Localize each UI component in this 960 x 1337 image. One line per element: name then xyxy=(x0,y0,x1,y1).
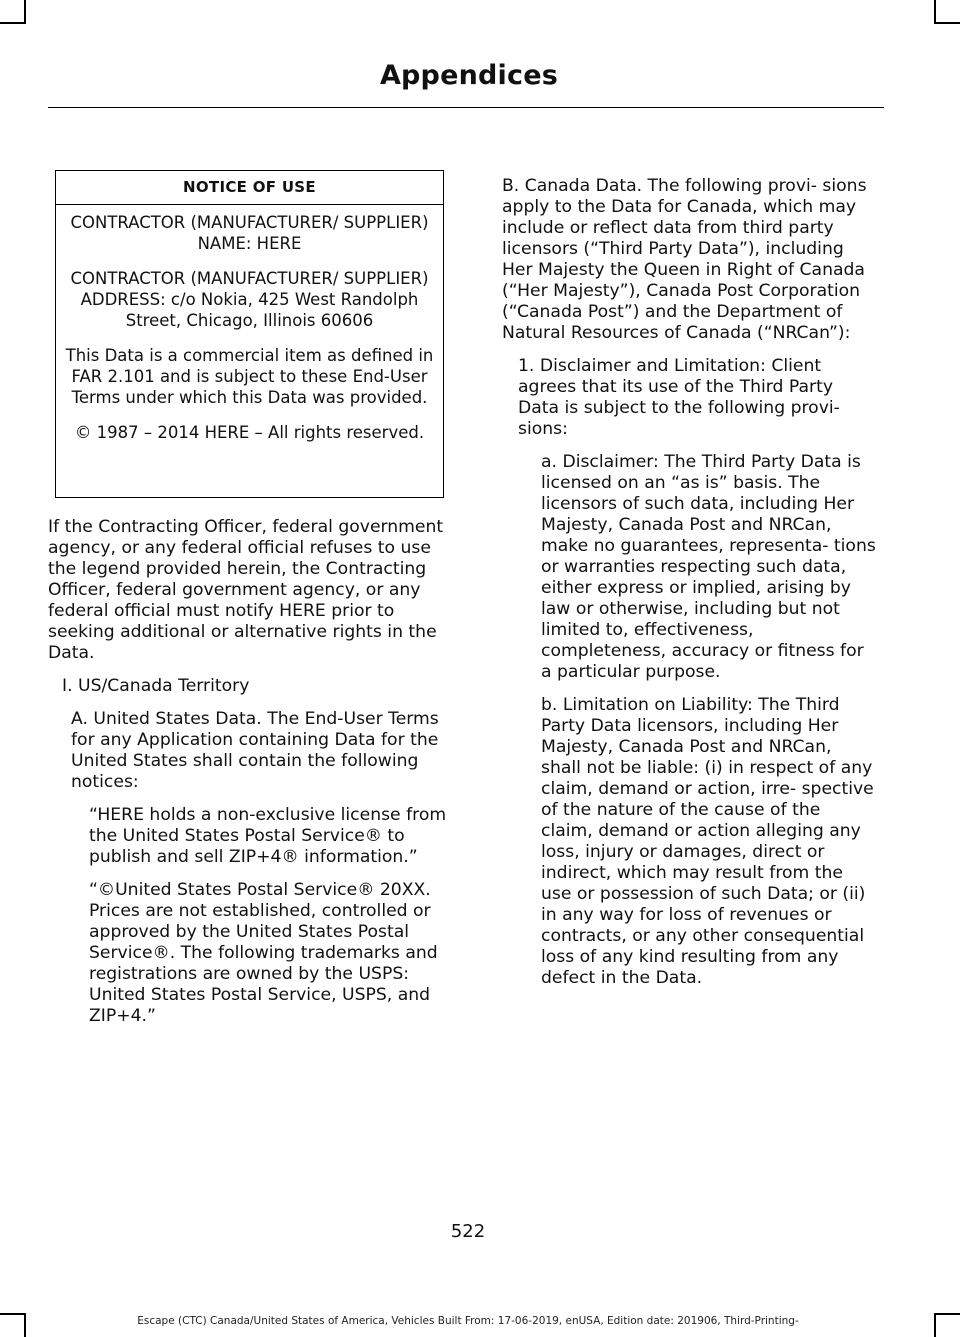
right-column xyxy=(502,176,876,1001)
section-a-paragraph: A. United States Data. The End-User Terms for any Application containing Data for the United States shall contain the following notices: xyxy=(71,709,439,792)
notice-commercial-item: This Data is a commercial item as defined in FAR 2.101 and is subject to these End-User Terms under which this Data was provided. xyxy=(65,346,434,407)
header-divider xyxy=(48,107,884,108)
crop-mark-bottom-right-horizontal xyxy=(934,1313,960,1315)
crop-mark-top-right-horizontal xyxy=(934,22,960,24)
contracting-officer-paragraph: If the Contracting Officer, federal government agency, or any federal official refuses to use the legend provided herein, the Contracting Officer, federal government agency, or any federal official must notify HERE prior to seeking additional or alternative rights in the Data. xyxy=(48,517,444,663)
section-b-paragraph: B. Canada Data. The following provi- sions apply to the Data for Canada, which may include or reflect data from third party licensors (“Third Party Data”), including Her Majesty the Queen in Right of Canada (“Her Majesty”), Canada Post Corporation (“Canada Post”) and the Department of Natural Resources of Canada (“NRCan”): xyxy=(502,176,867,343)
item-b-limitation: b. Limitation on Liability: The Third Party Data licensors, including Her Majesty, Canada Post and NRCan, shall not be liable: (i) in respect of any claim, demand or action, irre- spective of the nature of the cause of the claim, demand or action alleging any loss, injury or damages, direct or indirect, which may result from the use or possession of such Data; or (ii) in any way for loss of revenues or contracts, or any other consequential loss of any kind resulting from any defect in the Data. xyxy=(541,695,874,988)
crop-mark-top-right-vertical xyxy=(934,0,936,22)
section-i-heading: I. US/Canada Territory xyxy=(62,676,250,696)
item-a-disclaimer: a. Disclaimer: The Third Party Data is licensed on an “as is” basis. The licensors of such data, including Her Majesty, Canada Post and NRCan, make no guarantees, representa- tions or warranties respecting such data, either express or implied, arising by law or otherwise, including but not limited to, effectiveness, completeness, accuracy or fitness for a particular purpose. xyxy=(541,452,876,682)
page-title: Appendices xyxy=(379,60,558,91)
notice-of-use-box xyxy=(55,170,444,498)
notice-copyright: © 1987 – 2014 HERE – All rights reserved. xyxy=(74,423,425,442)
left-column xyxy=(48,517,448,1039)
crop-mark-top-left-horizontal xyxy=(0,22,26,24)
usps-license-quote: “HERE holds a non-exclusive license from the United States Postal Service® to publish and sell ZIP+4® information.” xyxy=(89,805,447,867)
item-1-paragraph: 1. Disclaimer and Limitation: Client agrees that its use of the Third Party Data is subject to the following provi- sions: xyxy=(518,356,840,439)
notice-contractor-address: CONTRACTOR (MANUFACTURER/ SUPPLIER) ADDRESS: c/o Nokia, 425 West Randolph Street, Chicago, Illinois 60606 xyxy=(70,269,429,330)
notice-contractor-name: CONTRACTOR (MANUFACTURER/ SUPPLIER) NAME: HERE xyxy=(70,213,429,253)
usps-copyright-quote: “©United States Postal Service® 20XX. Prices are not established, controlled or approved by the United States Postal Service®. The following trademarks and registrations are owned by the USPS: United States Postal Service, USPS, and ZIP+4.” xyxy=(89,880,438,1026)
notice-title: NOTICE OF USE xyxy=(56,171,443,205)
footer-edition-info: Escape (CTC) Canada/United States of America, Vehicles Built From: 17-06-2019, enUSA, Edition date: 201906, Third-Printing- xyxy=(137,1315,799,1327)
notice-body xyxy=(56,205,443,443)
page-number: 522 xyxy=(450,1221,486,1242)
crop-mark-top-left-vertical xyxy=(24,0,26,22)
